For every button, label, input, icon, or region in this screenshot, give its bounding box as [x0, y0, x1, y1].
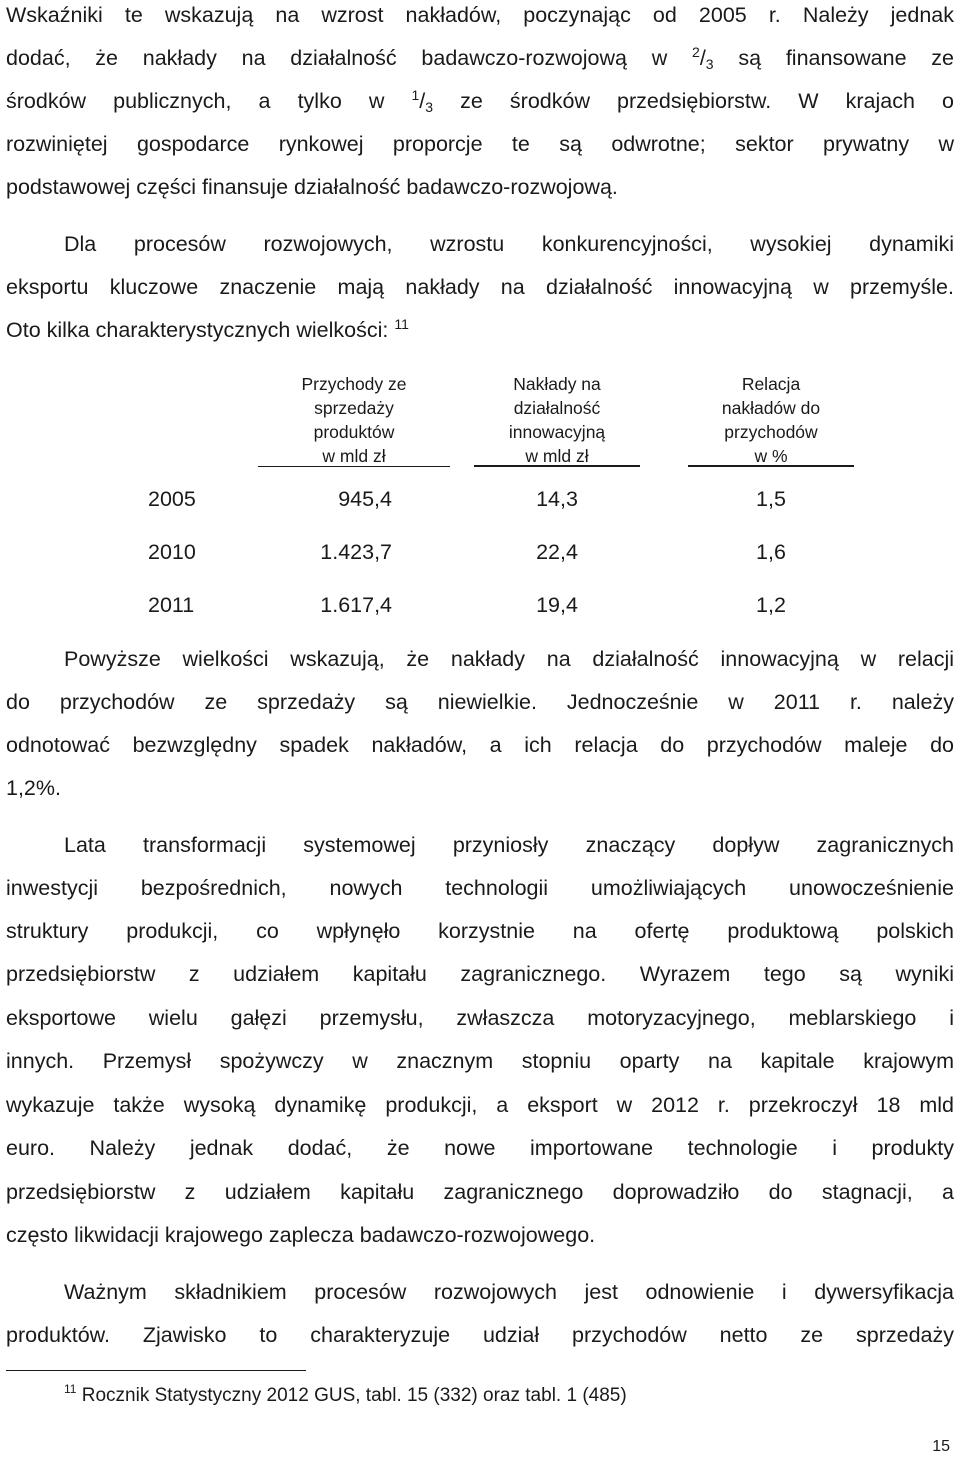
paragraph-4-line-5: eksportowe wielu gałęzi przemysłu, zwłaszcza motoryzacyjnego, meblarskiego i [6, 1006, 954, 1030]
paragraph-4-line-7: wykazuje także wysoką dynamikę produkcji, a eksport w 2012 r. przekroczył 18 mld [6, 1093, 954, 1117]
paragraph-3-line-1: Powyższe wielkości wskazują, że nakłady na działalność innowacyjną w relacji [64, 647, 954, 671]
paragraph-2-line-3 [6, 317, 954, 343]
paragraph-1-line-5: podstawowej części finansuje działalność badawczo-rozwojową. [6, 175, 618, 199]
table-cell-revenue: 1.423,7 [320, 540, 392, 564]
footnote-number: 11 [64, 1382, 77, 1396]
paragraph-2-line-1: Dla procesów rozwojowych, wzrostu konkurencyjności, wysokiej dynamiki [64, 232, 954, 256]
header-line: Przychody ze [301, 374, 407, 394]
fraction-denominator: 3 [425, 99, 434, 115]
header-line: Nakłady na [513, 374, 601, 394]
paragraph-1-line-2: dodać, że nakłady na działalność badawczo-rozwojową w $^2/_3$ są finansowane ze [6, 44, 955, 72]
header-line: w % [754, 446, 788, 466]
header-line: nakładów do [721, 398, 821, 418]
table-header-expenditure [474, 372, 640, 468]
header-line: działalność [513, 398, 601, 418]
table-header-rule [258, 466, 450, 467]
footnote-reference: 11 [394, 316, 409, 332]
fraction-numerator: 1 [411, 87, 420, 103]
table-cell-expenditure: 19,4 [536, 593, 578, 617]
text: są finansowane ze [713, 46, 955, 70]
header-line: innowacyjną [508, 422, 606, 442]
paragraph-4-line-6: innych. Przemysł spożywczy w znacznym stopniu oparty na kapitale krajowym [6, 1049, 954, 1073]
header-line: w mld zł [525, 446, 589, 466]
text: środków publicznych, a tylko w [6, 89, 412, 113]
table-cell-revenue: 1.617,4 [320, 593, 392, 617]
header-line: sprzedaży [314, 398, 394, 418]
paragraph-1-line-1: Wskaźniki te wskazują na wzrost nakładów, poczynając od 2005 r. Należy jednak [6, 3, 954, 27]
header-line: przychodów [724, 422, 818, 442]
table-cell-year: 2005 [148, 487, 196, 511]
paragraph-3-line-2: do przychodów ze sprzedaży są niewielkie. Jednocześnie w 2011 r. należy [6, 690, 954, 714]
fraction-numerator: 2 [692, 44, 700, 60]
paragraph-4-line-1: Lata transformacji systemowej przyniosły znaczący dopływ zagranicznych [64, 833, 954, 857]
paragraph-5-line-2: produktów. Zjawisko to charakteryzuje udział przychodów netto ze sprzedaży [6, 1323, 954, 1347]
table-cell-expenditure: 14,3 [536, 487, 578, 511]
table-cell-ratio: 1,6 [756, 540, 786, 564]
table-cell-year: 2011 [148, 593, 195, 617]
paragraph-4-line-9: przedsiębiorstw z udziałem kapitału zagranicznego doprowadziło do stagnacji, a [6, 1180, 954, 1204]
footnote-text: Rocznik Statystyczny 2012 GUS, tabl. 15 (332) oraz tabl. 1 (485) [81, 1385, 627, 1406]
table-cell-expenditure: 22,4 [536, 540, 578, 564]
paragraph-4-line-4: przedsiębiorstw z udziałem kapitału zagranicznego. Wyrazem tego są wyniki [6, 962, 954, 986]
table-header-rule [688, 465, 854, 467]
page-number: 15 [932, 1438, 950, 1455]
paragraph-4-line-2: inwestycji bezpośrednich, nowych technologii umożliwiających unowocześnienie [6, 876, 954, 900]
table-cell-ratio: 1,2 [756, 593, 786, 617]
text: ze środków przedsiębiorstw. W krajach o [433, 89, 954, 113]
footnote-separator [6, 1370, 306, 1371]
header-line: w mld zł [322, 446, 386, 466]
paragraph-3-line-4: 1,2%. [6, 776, 61, 800]
table-cell-year: 2010 [148, 540, 196, 564]
paragraph-5-line-1: Ważnym składnikiem procesów rozwojowych jest odnowienie i dywersyfikacja [64, 1280, 954, 1304]
table-cell-revenue: 945,4 [338, 487, 392, 511]
table-cell-ratio: 1,5 [756, 487, 786, 511]
paragraph-1-line-3: środków publicznych, a tylko w $^1/_3$ ze środków przedsiębiorstw. W krajach o [6, 87, 954, 115]
paragraph-2-line-2: eksportu kluczowe znaczenie mają nakłady na działalność innowacyjną w przemyśle. [6, 275, 954, 299]
table-header-revenue [258, 372, 450, 468]
footnote [64, 1384, 627, 1408]
paragraph-1-line-4: rozwiniętej gospodarce rynkowej proporcje te są odwrotne; sektor prywatny w [6, 132, 954, 156]
text: dodać, że nakłady na działalność badawczo-rozwojową w [6, 46, 693, 70]
fraction-denominator: 3 [705, 56, 714, 72]
header-line: produktów [313, 422, 395, 442]
paragraph-4-line-3: struktury produkcji, co wpłynęło korzystnie na ofertę produktową polskich [6, 919, 954, 943]
paragraph-3-line-3: odnotować bezwzględny spadek nakładów, a ich relacja do przychodów maleje do [6, 733, 954, 757]
table-header-ratio [688, 372, 854, 468]
text: Oto kilka charakterystycznych wielkości: [6, 318, 389, 342]
table-header-rule [474, 465, 640, 467]
paragraph-4-line-10: często likwidacji krajowego zaplecza badawczo-rozwojowego. [6, 1223, 596, 1247]
paragraph-4-line-8: euro. Należy jednak dodać, że nowe importowane technologie i produkty [6, 1136, 954, 1160]
header-line: Relacja [741, 374, 801, 394]
